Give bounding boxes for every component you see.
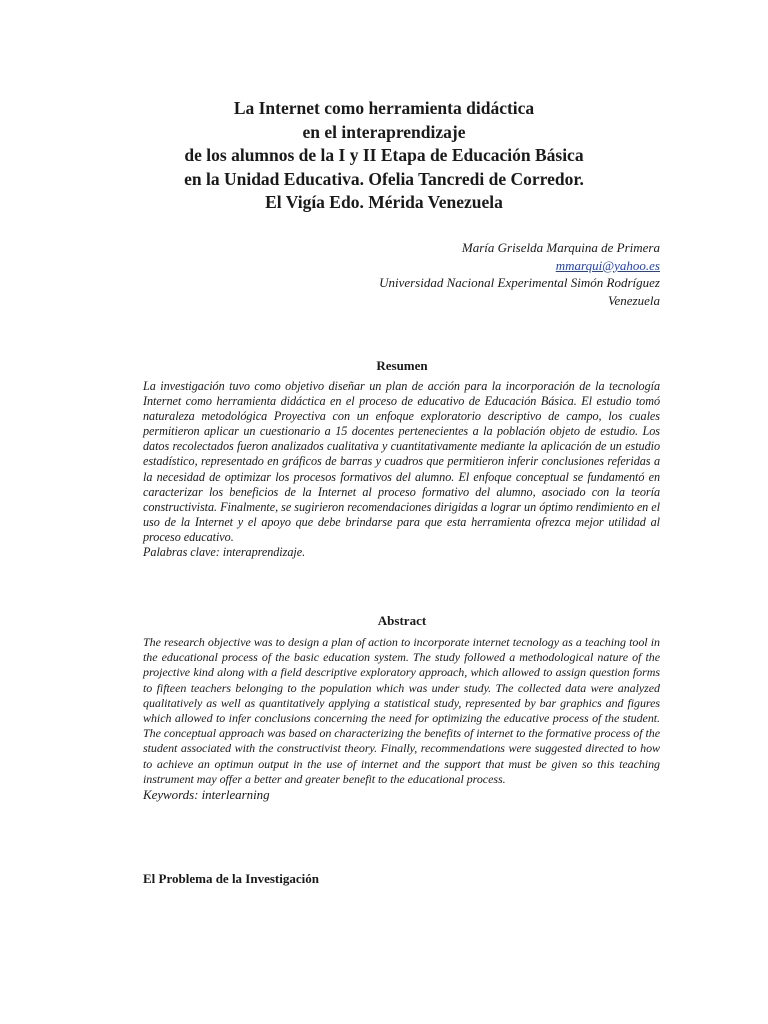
resumen-heading: Resumen xyxy=(376,358,428,373)
author-country: Venezuela xyxy=(608,292,660,308)
abstract-keywords: Keywords: interlearning xyxy=(143,787,270,803)
abstract-section xyxy=(143,635,660,803)
resumen-body: La investigación tuvo como objetivo diseñar un plan de acción para la incorporación de la tecnología Internet como herramienta didáctica en el proceso de educativo de Educación Básica. El estudio tomó naturaleza metodológica Proyectiva con un enfoque exploratorio descriptivo de campo, los cuales permitieron aplicar un cuestionario a 15 docentes pertenecientes a la población objeto de estudio. Los datos recolectados fueron analizados cualitativa y cuantitativamente mediante la aplicación de un estudio estadístico, representado en gráficos de barras y cuadros que permitieron inferir conclusiones referidas a la necesidad de optimizar los procesos formativos del alumno. El enfoque conceptual se fundamentó en caracterizar los beneficios de la Internet al proceso formativo del alumno, asociado con la teoría constructivista. Finalmente, se sugirieron recomendaciones dirigidas a lograr un óptimo rendimiento en el uso de la Internet y el apoyo que debe brindarse para que esta herramienta ofrezca mejor utilidad al proceso educativo. xyxy=(143,379,660,544)
author-name: María Griselda Marquina de Primera xyxy=(461,240,660,255)
title-line-1: La Internet como herramienta didáctica xyxy=(233,98,535,118)
paper-title xyxy=(100,97,668,215)
title-line-4: en la Unidad Educativa. Ofelia Tancredi de Corredor. xyxy=(184,168,584,189)
author-institution: Universidad Nacional Experimental Simón Rodríguez xyxy=(379,275,660,290)
resumen-section xyxy=(143,379,660,560)
title-line-5: El Vigía Edo. Mérida Venezuela xyxy=(265,192,503,212)
title-line-3: de los alumnos de la I y II Etapa de Educación Básica xyxy=(184,145,584,165)
author-info xyxy=(160,239,660,309)
section-heading-problema: El Problema de la Investigación xyxy=(143,871,319,886)
abstract-body: The research objective was to design a plan of action to incorporate internet tecnology as a teaching tool in the educational process of the basic education system. The study followed a methodological nature of the projective kind along with a field descriptive exploratory approach, which allowed to assign question forms to fifteen teachers belonging to the population which was under study. The collected data were analyzed qualitatively as well as quantitatively applying a statistical study, represented by bar graphics and figures which allowed to infer conclusions concerning the need for optimizing the educative process of the student. The conceptual approach was based on characterizing the benefits of internet to the formative process of the student associated with the constructivist theory. Finally, recommendations were suggested directed to how to achieve an optimun output in the use of internet and the support that must be given so this teaching instrument may offer a better and greater benefit to the educational process. xyxy=(143,635,660,786)
author-email-link[interactable]: mmarqui@yahoo.es xyxy=(555,257,660,273)
title-line-2: en el interaprendizaje xyxy=(302,121,466,142)
resumen-keywords: Palabras clave: interaprendizaje. xyxy=(143,545,306,560)
abstract-heading: Abstract xyxy=(377,613,427,628)
